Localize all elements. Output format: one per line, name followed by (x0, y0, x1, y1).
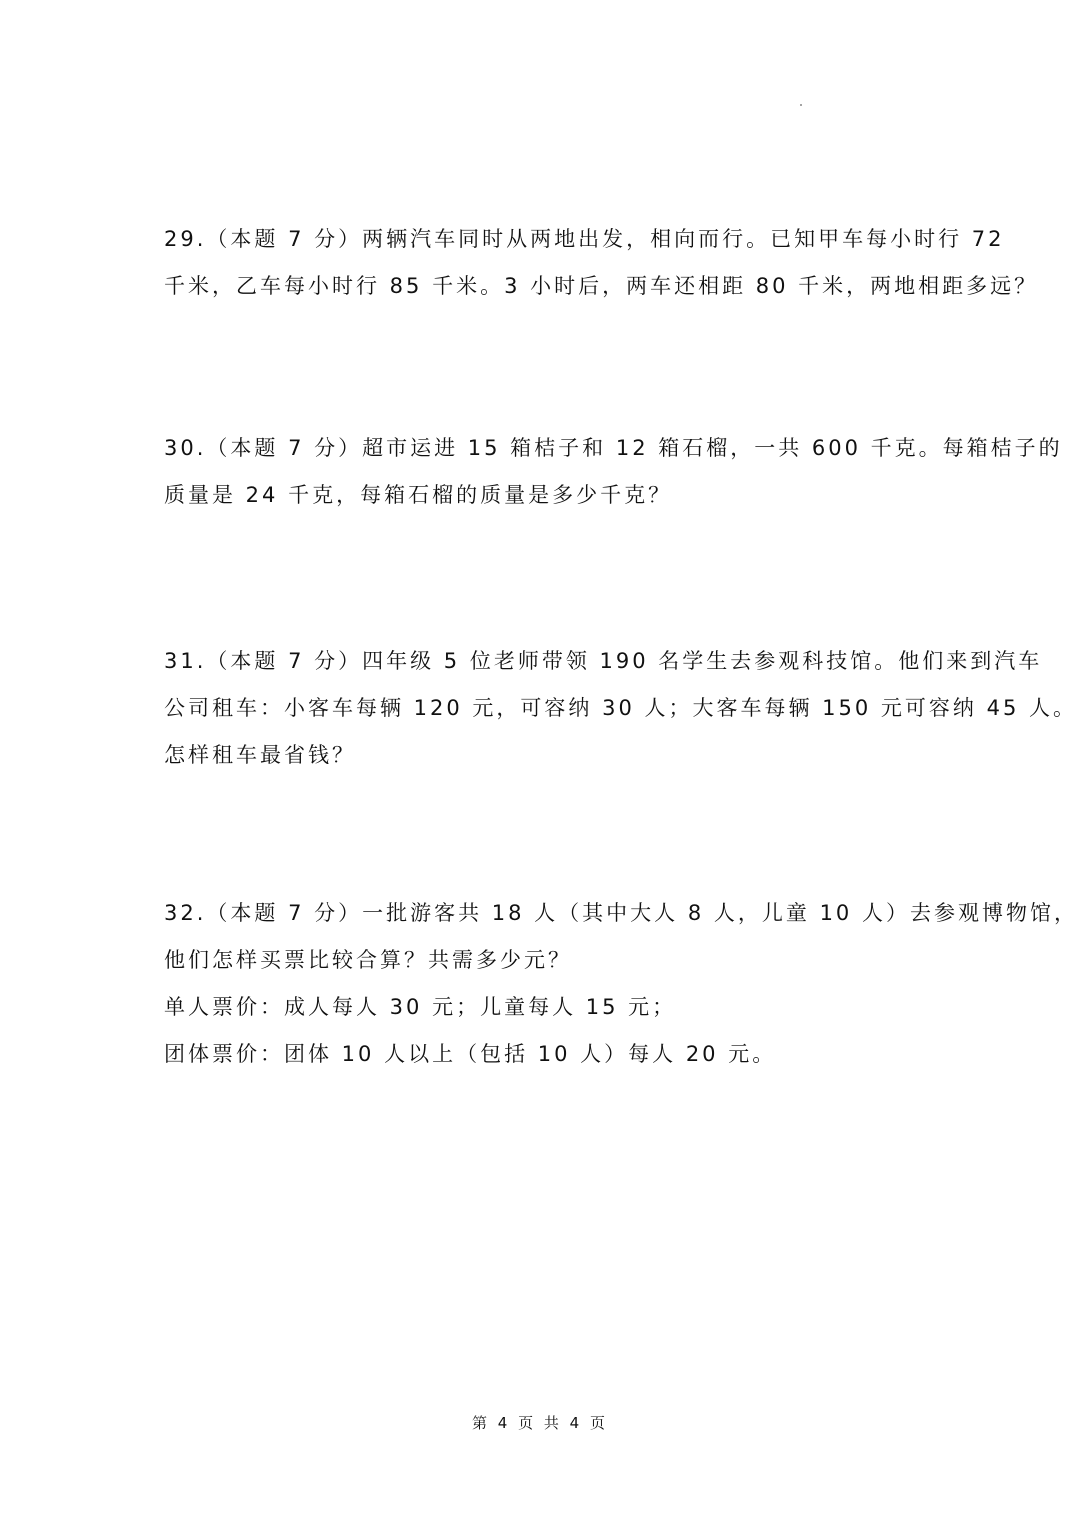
problem-30 (164, 425, 1063, 519)
problem-29-line-1: 29.（本题 7 分）两辆汽车同时从两地出发，相向而行。已知甲车每小时行 72 (164, 227, 1005, 251)
problem-32-line-4: 团体票价：团体 10 人以上（包括 10 人）每人 20 元。 (164, 1042, 777, 1066)
problem-30-line-2: 质量是 24 千克，每箱石榴的质量是多少千克？ (164, 483, 673, 507)
problem-31-line-2: 公司租车：小客车每辆 120 元，可容纳 30 人；大客车每辆 150 元可容纳 45 人。 (164, 696, 1078, 720)
problem-32-line-1: 32.（本题 7 分）一批游客共 18 人（其中大人 8 人，儿童 10 人）去参观博物馆， (164, 901, 1078, 925)
problem-32 (164, 890, 1078, 1078)
problem-32-line-3: 单人票价：成人每人 30 元；儿童每人 15 元； (164, 995, 677, 1019)
problem-31 (164, 638, 1078, 779)
scan-speck (800, 104, 802, 106)
problem-31-line-1: 31.（本题 7 分）四年级 5 位老师带领 190 名学生去参观科技馆。他们来到汽车 (164, 649, 1043, 673)
problem-30-line-1: 30.（本题 7 分）超市运进 15 箱桔子和 12 箱石榴，一共 600 千克。每箱桔子的 (164, 436, 1063, 460)
problem-31-line-3: 怎样租车最省钱？ (164, 743, 356, 767)
page-number-footer: 第 4 页 共 4 页 (472, 1414, 608, 1432)
problem-32-line-2: 他们怎样买票比较合算？共需多少元？ (164, 948, 572, 972)
problem-29-line-2: 千米，乙车每小时行 85 千米。3 小时后，两车还相距 80 千米，两地相距多远？ (164, 274, 1039, 298)
problem-29 (164, 216, 1039, 310)
